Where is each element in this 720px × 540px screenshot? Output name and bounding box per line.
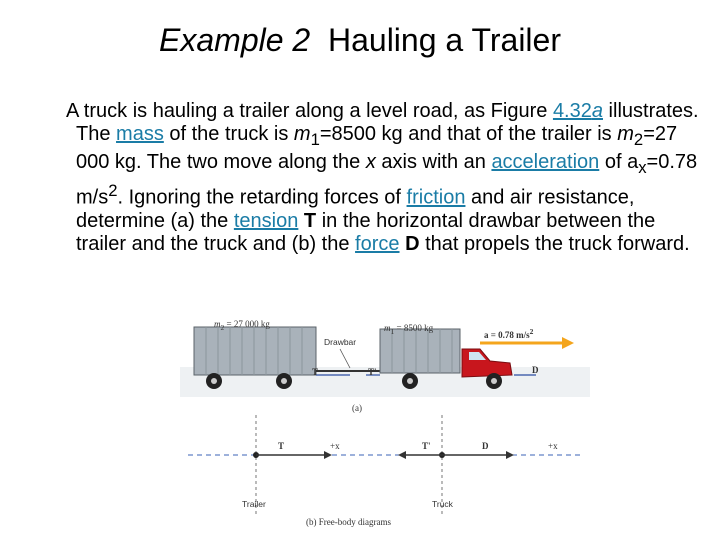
trailer-box [194, 327, 319, 377]
text-run: =8500 kg and that of the trailer is [319, 123, 618, 145]
caption-b: (b) Free-body diagrams [306, 517, 391, 527]
caption-a: (a) [352, 403, 362, 413]
text-run: in the horizontal drawbar between the trailer and the truck and (b) the [76, 209, 656, 255]
force-symbol: D [405, 232, 420, 255]
figure-link-suffix[interactable]: a [591, 100, 603, 122]
text-run: and air resistance, determine (a) the [76, 186, 635, 232]
text-run: A truck is hauling a trailer along a level road, as Figure [66, 100, 553, 122]
fbd-plus-x-label: +x [330, 441, 340, 451]
m1-figure-label [384, 323, 433, 336]
fbd-tension-label: T [278, 441, 285, 451]
m1-sub: 1 [390, 326, 395, 336]
ax-subscript: x [638, 158, 647, 177]
x-variable: x [365, 151, 376, 173]
friction-link[interactable]: friction [406, 186, 466, 209]
m1-variable: m [293, 123, 311, 145]
acceleration-figure-label [484, 327, 533, 340]
tension-prime-top-label: T' [368, 367, 377, 377]
text-run: of the truck is [163, 123, 294, 145]
acceleration-link[interactable]: acceleration [491, 151, 600, 173]
accel-value: a = 0.78 m/s [484, 330, 530, 340]
figure-4-32 [180, 305, 590, 535]
figure-link-number[interactable]: 4.32 [552, 100, 592, 122]
text-run: of a [599, 151, 639, 173]
m2-var: m [214, 319, 221, 329]
fbd-drive-label: D [482, 441, 489, 451]
slide-title [0, 20, 720, 60]
tension-link[interactable]: tension [233, 209, 299, 232]
problem-paragraph [66, 100, 706, 256]
text-run: illustrates. The [76, 100, 699, 145]
figure-link[interactable] [553, 100, 603, 122]
text-run: that propels the truck forward. [419, 232, 690, 255]
text-run: . Ignoring the retarding forces of [117, 186, 407, 209]
accel-sup: 2 [529, 327, 534, 336]
title-example: Example 2 [159, 22, 311, 58]
m1-var: m [384, 323, 391, 333]
fbd-tension-prime-label: T' [422, 441, 431, 451]
truck-fbd-label: Truck [432, 499, 453, 509]
trailer-fbd-label: Trailer [242, 499, 266, 509]
text-run: =27 000 kg. The two move along the [76, 123, 678, 173]
force-link[interactable]: force [355, 232, 400, 255]
m2-sub: 2 [220, 322, 225, 332]
drive-force-top-label: D [532, 365, 539, 375]
m2-figure-label [214, 319, 270, 332]
tension-top-label: T [312, 367, 319, 377]
text-run: axis with an [375, 151, 492, 173]
text-run: =0.78 m/s [76, 151, 698, 209]
tension-symbol: T [303, 209, 317, 232]
problem-statement [66, 100, 706, 256]
ax-superscript: 2 [108, 181, 118, 200]
m1-value: = 8500 kg [394, 323, 434, 333]
title-topic: Hauling a Trailer [327, 22, 561, 58]
mass-link[interactable]: mass [116, 123, 164, 145]
m2-variable: m [617, 123, 634, 145]
m2-subscript: 2 [633, 130, 644, 149]
m1-subscript: 1 [310, 130, 320, 149]
fbd-plus-x-label-2: +x [548, 441, 558, 451]
m2-value: = 27 000 kg [224, 319, 270, 329]
drawbar-label: Drawbar [324, 337, 357, 347]
